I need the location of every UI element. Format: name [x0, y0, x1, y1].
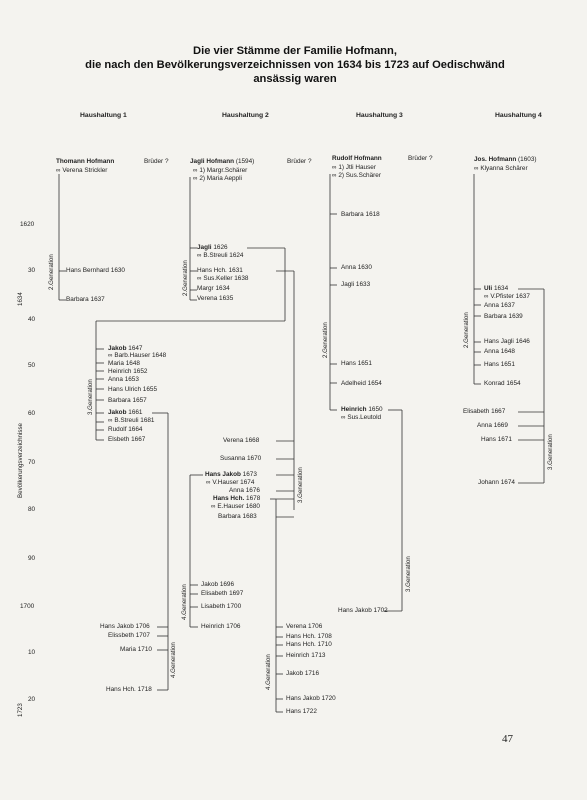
- brothers-label-2: Brüder ?: [287, 158, 312, 165]
- generation-4-label-c: 4.Generation: [265, 654, 272, 690]
- household-1-header: Haushaltung 1: [80, 112, 127, 119]
- person-barbara-1683: Barbara 1683: [218, 513, 257, 520]
- page-title-line-3: ansässig waren: [253, 73, 337, 85]
- brothers-label-3: Brüder ?: [408, 155, 433, 162]
- year-label-1700: 1700: [20, 603, 35, 610]
- person-hans-hch-1718: Hans Hch. 1718: [106, 686, 152, 693]
- person-jagli-1633: Jagli 1633: [341, 281, 371, 288]
- year-label-1690: 90: [28, 555, 36, 562]
- generation-3-label-h4: 3.Generation: [547, 434, 554, 470]
- axis-year-1634: 1634: [17, 292, 24, 306]
- year-label-1710: 10: [28, 649, 36, 656]
- generation-2-label-h3: 2.Generation: [322, 322, 329, 358]
- person-elisabeth-1697: Elisabeth 1697: [201, 590, 244, 597]
- generation-2-label-h2: 2.Generation: [182, 260, 189, 296]
- year-label-1660: 60: [28, 410, 36, 417]
- generation-2-label-h4: 2.Generation: [463, 312, 470, 348]
- year-label-1650: 50: [28, 362, 36, 369]
- spouse-sus-schaerer: ∞ 2) Sus.Schärer: [332, 172, 381, 179]
- axis-registry-label: Bevölkerungsverzeichnisse: [17, 423, 24, 498]
- person-hans-jakob-1702: Hans Jakob 1702: [338, 607, 388, 614]
- year-label-1680: 80: [28, 506, 36, 513]
- household-4-header: Haushaltung 4: [495, 112, 542, 119]
- generation-3-label-h3: 3.Generation: [405, 556, 412, 592]
- person-jakob-1696: Jakob 1696: [201, 581, 235, 588]
- person-verena-1706: Verena 1706: [286, 623, 323, 630]
- person-johann-1674: Johann 1674: [478, 479, 515, 486]
- person-anna-1669: Anna 1669: [477, 422, 508, 429]
- generation-3-label-h2: 3.Generation: [87, 379, 94, 415]
- person-elsbeth-1667: Elsbeth 1667: [108, 436, 146, 443]
- household-2-header: Haushaltung 2: [222, 112, 269, 119]
- year-label-1720: 20: [28, 696, 36, 703]
- person-hans-hch-1678: Hans Hch. 1678: [213, 495, 261, 502]
- page-number: 47: [502, 733, 513, 745]
- person-elisabeth-1667: Elisabeth 1667: [463, 408, 506, 415]
- spouse-b-streuli-1624: ∞ B.Streuli 1624: [197, 252, 244, 259]
- person-elissbeth-1707: Elissbeth 1707: [108, 632, 150, 639]
- year-label-1640: 40: [28, 316, 36, 323]
- person-heinrich-1650: Heinrich 1650: [341, 406, 383, 413]
- year-label-1630: 30: [28, 267, 36, 274]
- person-anna-1630: Anna 1630: [341, 264, 372, 271]
- person-heinrich-1706: Heinrich 1706: [201, 623, 241, 630]
- person-verena-1668: Verena 1668: [223, 437, 260, 444]
- person-adelheid-1654: Adelheid 1654: [341, 380, 382, 387]
- person-rudolf-1664: Rudolf 1664: [108, 426, 143, 433]
- generation-3-label-h2b: 3.Generation: [297, 467, 304, 503]
- person-jakob-1716: Jakob 1716: [286, 670, 320, 677]
- spouse-b-streuli-1681: ∞ B.Streuli 1681: [108, 417, 155, 424]
- household-3-header: Haushaltung 3: [356, 112, 403, 119]
- person-hans-hch-1708: Hans Hch. 1708: [286, 633, 332, 640]
- person-hans-jakob-1706: Hans Jakob 1706: [100, 623, 150, 630]
- person-hans-jakob-1673: Hans Jakob 1673: [205, 471, 257, 478]
- person-barbara-1637: Barbara 1637: [66, 296, 105, 303]
- generation-4-label-b: 4.Generation: [170, 642, 177, 678]
- person-hans-1651-j: Hans 1651: [484, 361, 515, 368]
- person-jagli-1626: Jagli 1626: [197, 244, 228, 251]
- person-hans-hch-1631: Hans Hch. 1631: [197, 267, 243, 274]
- page-title-line-2: die nach den Bevölkerungsverzeichnissen von 1634 bis 1723 auf Oedischwänd: [85, 59, 505, 71]
- year-label-1620: 1620: [20, 221, 35, 228]
- spouse-klyanna-schaerer: ∞ Klyanna Schärer: [474, 165, 528, 172]
- person-anna-1676: Anna 1676: [229, 487, 260, 494]
- spouse-verena-strickler: ∞ Verena Strickler: [56, 167, 108, 174]
- person-margr-1634: Margr 1634: [197, 285, 230, 292]
- spouse-v-hauser-1674: ∞ V.Hauser 1674: [206, 479, 255, 486]
- spouse-sus-leutold: ∞ Sus.Leutold: [341, 414, 382, 421]
- year-label-1670: 70: [28, 459, 36, 466]
- spouse-maria-aeppli: ∞ 2) Maria Aeppli: [193, 175, 242, 182]
- person-susanna-1670: Susanna 1670: [220, 455, 262, 462]
- generation-4-label-a: 4.Generation: [181, 584, 188, 620]
- generation-2-label-h1: 2.Generation: [48, 254, 55, 290]
- spouse-sus-keller-1638: ∞ Sus.Keller 1638: [197, 275, 249, 282]
- person-hans-jagli-1646: Hans Jagli 1646: [484, 338, 530, 345]
- spouse-jtli-hauser: ∞ 1) Jtli Hauser: [332, 164, 376, 171]
- person-jakob-1661: Jakob 1661: [108, 409, 143, 416]
- ancestor-jos-hofmann-1603: Jos. Hofmann (1603): [474, 156, 537, 163]
- brothers-label-1: Brüder ?: [144, 158, 169, 165]
- person-barbara-1639: Barbara 1639: [484, 313, 523, 320]
- person-maria-1710: Maria 1710: [120, 646, 152, 653]
- person-barbara-1657: Barbara 1657: [108, 397, 147, 404]
- person-anna-1648: Anna 1648: [484, 348, 515, 355]
- person-hans-ulrich-1655: Hans Ulrich 1655: [108, 386, 158, 393]
- spouse-barb-hauser-1648: ∞ Barb.Hauser 1648: [108, 352, 167, 359]
- person-maria-1648: Maria 1648: [108, 360, 140, 367]
- spouse-e-hauser-1680: ∞ E.Hauser 1680: [211, 503, 260, 510]
- person-anna-1653: Anna 1653: [108, 376, 139, 383]
- person-jakob-1647: Jakob 1647: [108, 345, 143, 352]
- person-hans-1671: Hans 1671: [481, 436, 512, 443]
- person-hans-1651-r: Hans 1651: [341, 360, 372, 367]
- person-anna-1637: Anna 1637: [484, 302, 515, 309]
- person-lisabeth-1700: Lisabeth 1700: [201, 603, 242, 610]
- ancestor-rudolf-hofmann: Rudolf Hofmann: [332, 155, 382, 162]
- person-heinrich-1713: Heinrich 1713: [286, 652, 326, 659]
- page-title-line-1: Die vier Stämme der Familie Hofmann,: [193, 45, 397, 57]
- person-uli-1634: Uli 1634: [484, 285, 509, 292]
- person-verena-1635: Verena 1635: [197, 295, 234, 302]
- person-hans-1722: Hans 1722: [286, 708, 317, 715]
- ancestor-thomann-hofmann: Thomann Hofmann: [56, 158, 115, 165]
- ancestor-jagli-hofmann-1594: Jagli Hofmann (1594): [190, 158, 255, 165]
- spouse-v-pfister-1637: ∞ V.Pfister 1637: [484, 293, 530, 300]
- spouse-margr-schaerer: ∞ 1) Margr.Schärer: [193, 167, 248, 174]
- person-hans-jakob-1720: Hans Jakob 1720: [286, 695, 336, 702]
- person-heinrich-1652: Heinrich 1652: [108, 368, 148, 375]
- person-barbara-1618: Barbara 1618: [341, 211, 380, 218]
- axis-year-1723: 1723: [17, 703, 24, 717]
- person-hans-bernhard-1630: Hans Bernhard 1630: [66, 267, 125, 274]
- person-hans-hch-1710: Hans Hch. 1710: [286, 641, 332, 648]
- person-konrad-1654: Konrad 1654: [484, 380, 521, 387]
